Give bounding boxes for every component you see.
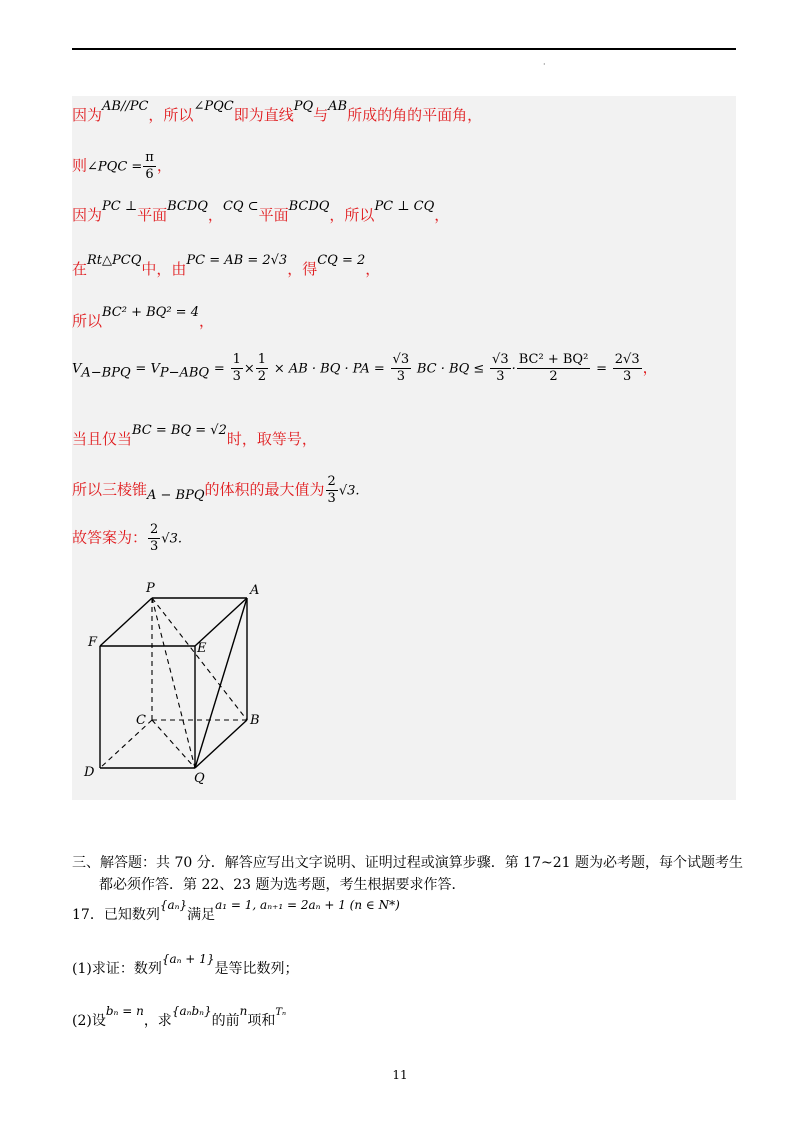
solution-line-1: 因为AB//PC，所以∠PQC即为直线PQ与AB所成的角的平面角， [72,99,483,124]
label-B: B [250,713,260,728]
volume-formula-line: $V_{A-BPQ} = V_{P-ABQ}$ = $\frac{1}{3}$ × $\frac{1}{2}$ × AB · BQ · PA = $\frac{√3}{3}$ BC · BQ ≤ $\frac{√3}{3}$ · $\frac{\text{BC² + BQ²}}{2}$ = $\frac{2√3}{3}$ ， [72,352,658,384]
section-heading-line-2: 都必须作答．第 22、23 题为选考题，考生根据要求作答． [99,877,466,893]
label-E: E [197,641,207,656]
section-heading-line-1: 三、解答题：共 70 分．解答应写出文字说明、证明过程或演算步骤．第 17~21 题为必考题，每个试题考生 [72,855,743,871]
page-number: 11 [392,1068,408,1082]
solution-line-4: 在Rt△PCQ中，由PC = AB = 2√3，得CQ = 2， [72,253,381,278]
label-F: F [88,635,98,650]
label-Q: Q [194,771,205,786]
label-P: P [146,581,155,596]
fraction-pi-6: $\frac{\pi}{6}$ [145,150,154,182]
header-dot: · [543,60,546,69]
header-rule [72,48,736,50]
solution-line-9: 故答案为： $\frac{2}{3}$ √3. [72,522,182,554]
label-A: A [250,583,260,598]
solution-line-3: 因为PC ⊥平面BCDQ，CQ ⊂平面BCDQ，所以PC ⊥ CQ， [72,199,450,224]
solution-line-8: 所以三棱锥A − BPQ的体积的最大值为 $\frac{2}{3}$ √3. [72,474,360,506]
label-D: D [84,765,95,780]
solution-line-7: 当且仅当BC = BQ = √2时，取等号， [72,423,317,448]
solution-line-2: 则∠PQC = $\frac{\pi}{6}$ ， [72,150,172,182]
question-17-part-2: (2)设bₙ = n，求{aₙbₙ}的前n项和$^{T_n}$ [72,1004,287,1029]
question-17-part-1: (1)求证：数列{aₙ + 1}是等比数列； [72,952,299,977]
question-17-stem: 17．已知数列{aₙ}满足a₁ = 1, aₙ₊₁ = 2aₙ + 1 (n ∈ N*) [72,898,400,923]
cube-figure [82,576,282,786]
solution-line-5: 所以BC² + BQ² = 4， [72,305,214,330]
label-C: C [136,713,146,728]
